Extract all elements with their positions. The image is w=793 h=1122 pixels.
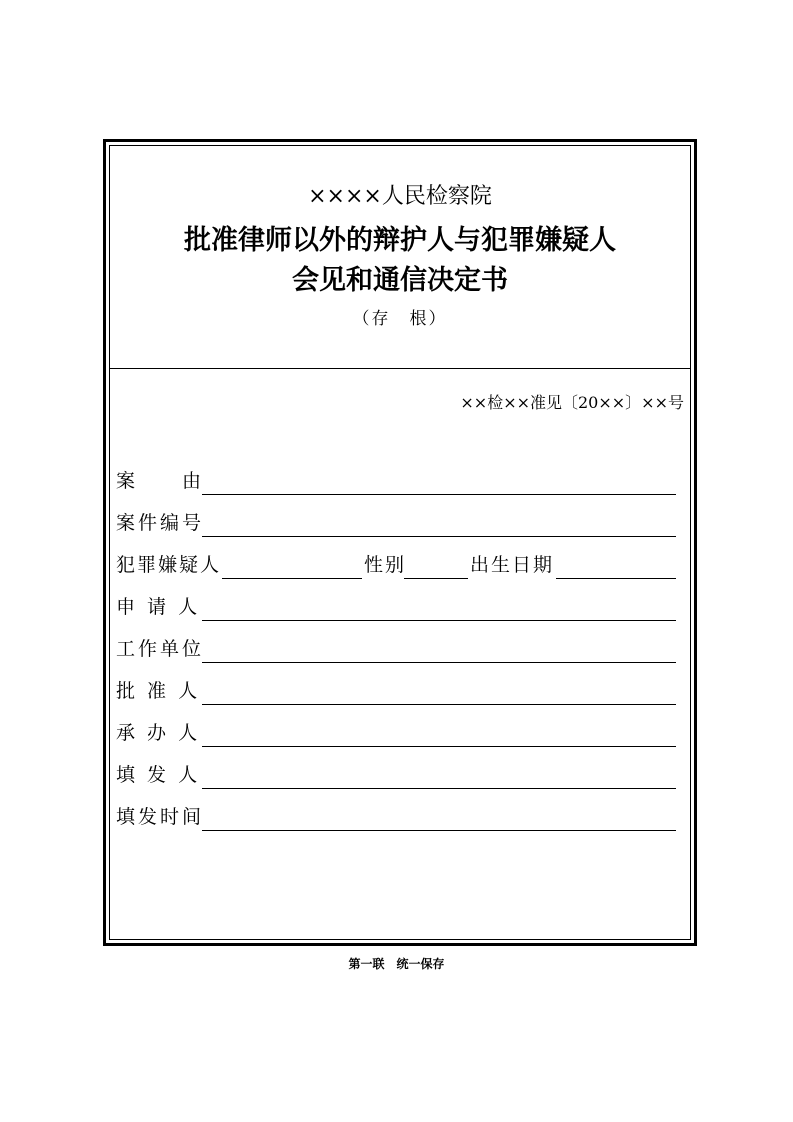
work-unit-row	[116, 633, 682, 663]
applicant-row	[116, 591, 682, 621]
stub-label: （存 根）	[352, 309, 448, 329]
handler-row	[116, 717, 682, 747]
applicant-label: 申 请 人	[116, 596, 201, 618]
document-inner-frame	[109, 145, 691, 940]
case-reason-label: 案 由	[116, 470, 205, 492]
gender-field[interactable]	[404, 578, 468, 579]
case-number-label: 案件编号	[116, 512, 205, 534]
suspect-label: 犯罪嫌疑人	[116, 554, 222, 576]
approver-row	[116, 675, 682, 705]
suspect-name-field[interactable]	[222, 578, 362, 579]
issuer-label: 填 发 人	[116, 764, 201, 786]
footer-note: 第一联 统一保存	[348, 957, 445, 971]
handler-label: 承 办 人	[116, 722, 201, 744]
case-number-field[interactable]	[202, 536, 676, 537]
document-number: ××检××准见〔20××〕××号	[460, 393, 684, 412]
birth-date-label: 出生日期	[470, 554, 555, 576]
document-frame	[103, 139, 697, 946]
work-unit-label: 工作单位	[116, 638, 205, 660]
issuer-field[interactable]	[202, 788, 676, 789]
issue-time-row	[116, 801, 682, 831]
gender-label: 性别	[364, 554, 407, 576]
handler-field[interactable]	[202, 746, 676, 747]
work-unit-field[interactable]	[202, 662, 676, 663]
suspect-row	[116, 549, 682, 579]
birth-date-field[interactable]	[556, 578, 676, 579]
case-reason-field[interactable]	[202, 494, 676, 495]
approver-field[interactable]	[202, 704, 676, 705]
case-reason-row	[116, 465, 682, 495]
issue-time-field[interactable]	[202, 830, 676, 831]
applicant-field[interactable]	[202, 620, 676, 621]
header-section	[110, 146, 690, 369]
issuer-row	[116, 759, 682, 789]
case-number-row	[116, 507, 682, 537]
approver-label: 批 准 人	[116, 680, 201, 702]
document-title-line2: 会见和通信决定书	[292, 265, 508, 296]
agency-name: ××××人民检察院	[308, 184, 492, 209]
document-title-line1: 批准律师以外的辩护人与犯罪嫌疑人	[184, 225, 616, 256]
issue-time-label: 填发时间	[116, 806, 205, 828]
